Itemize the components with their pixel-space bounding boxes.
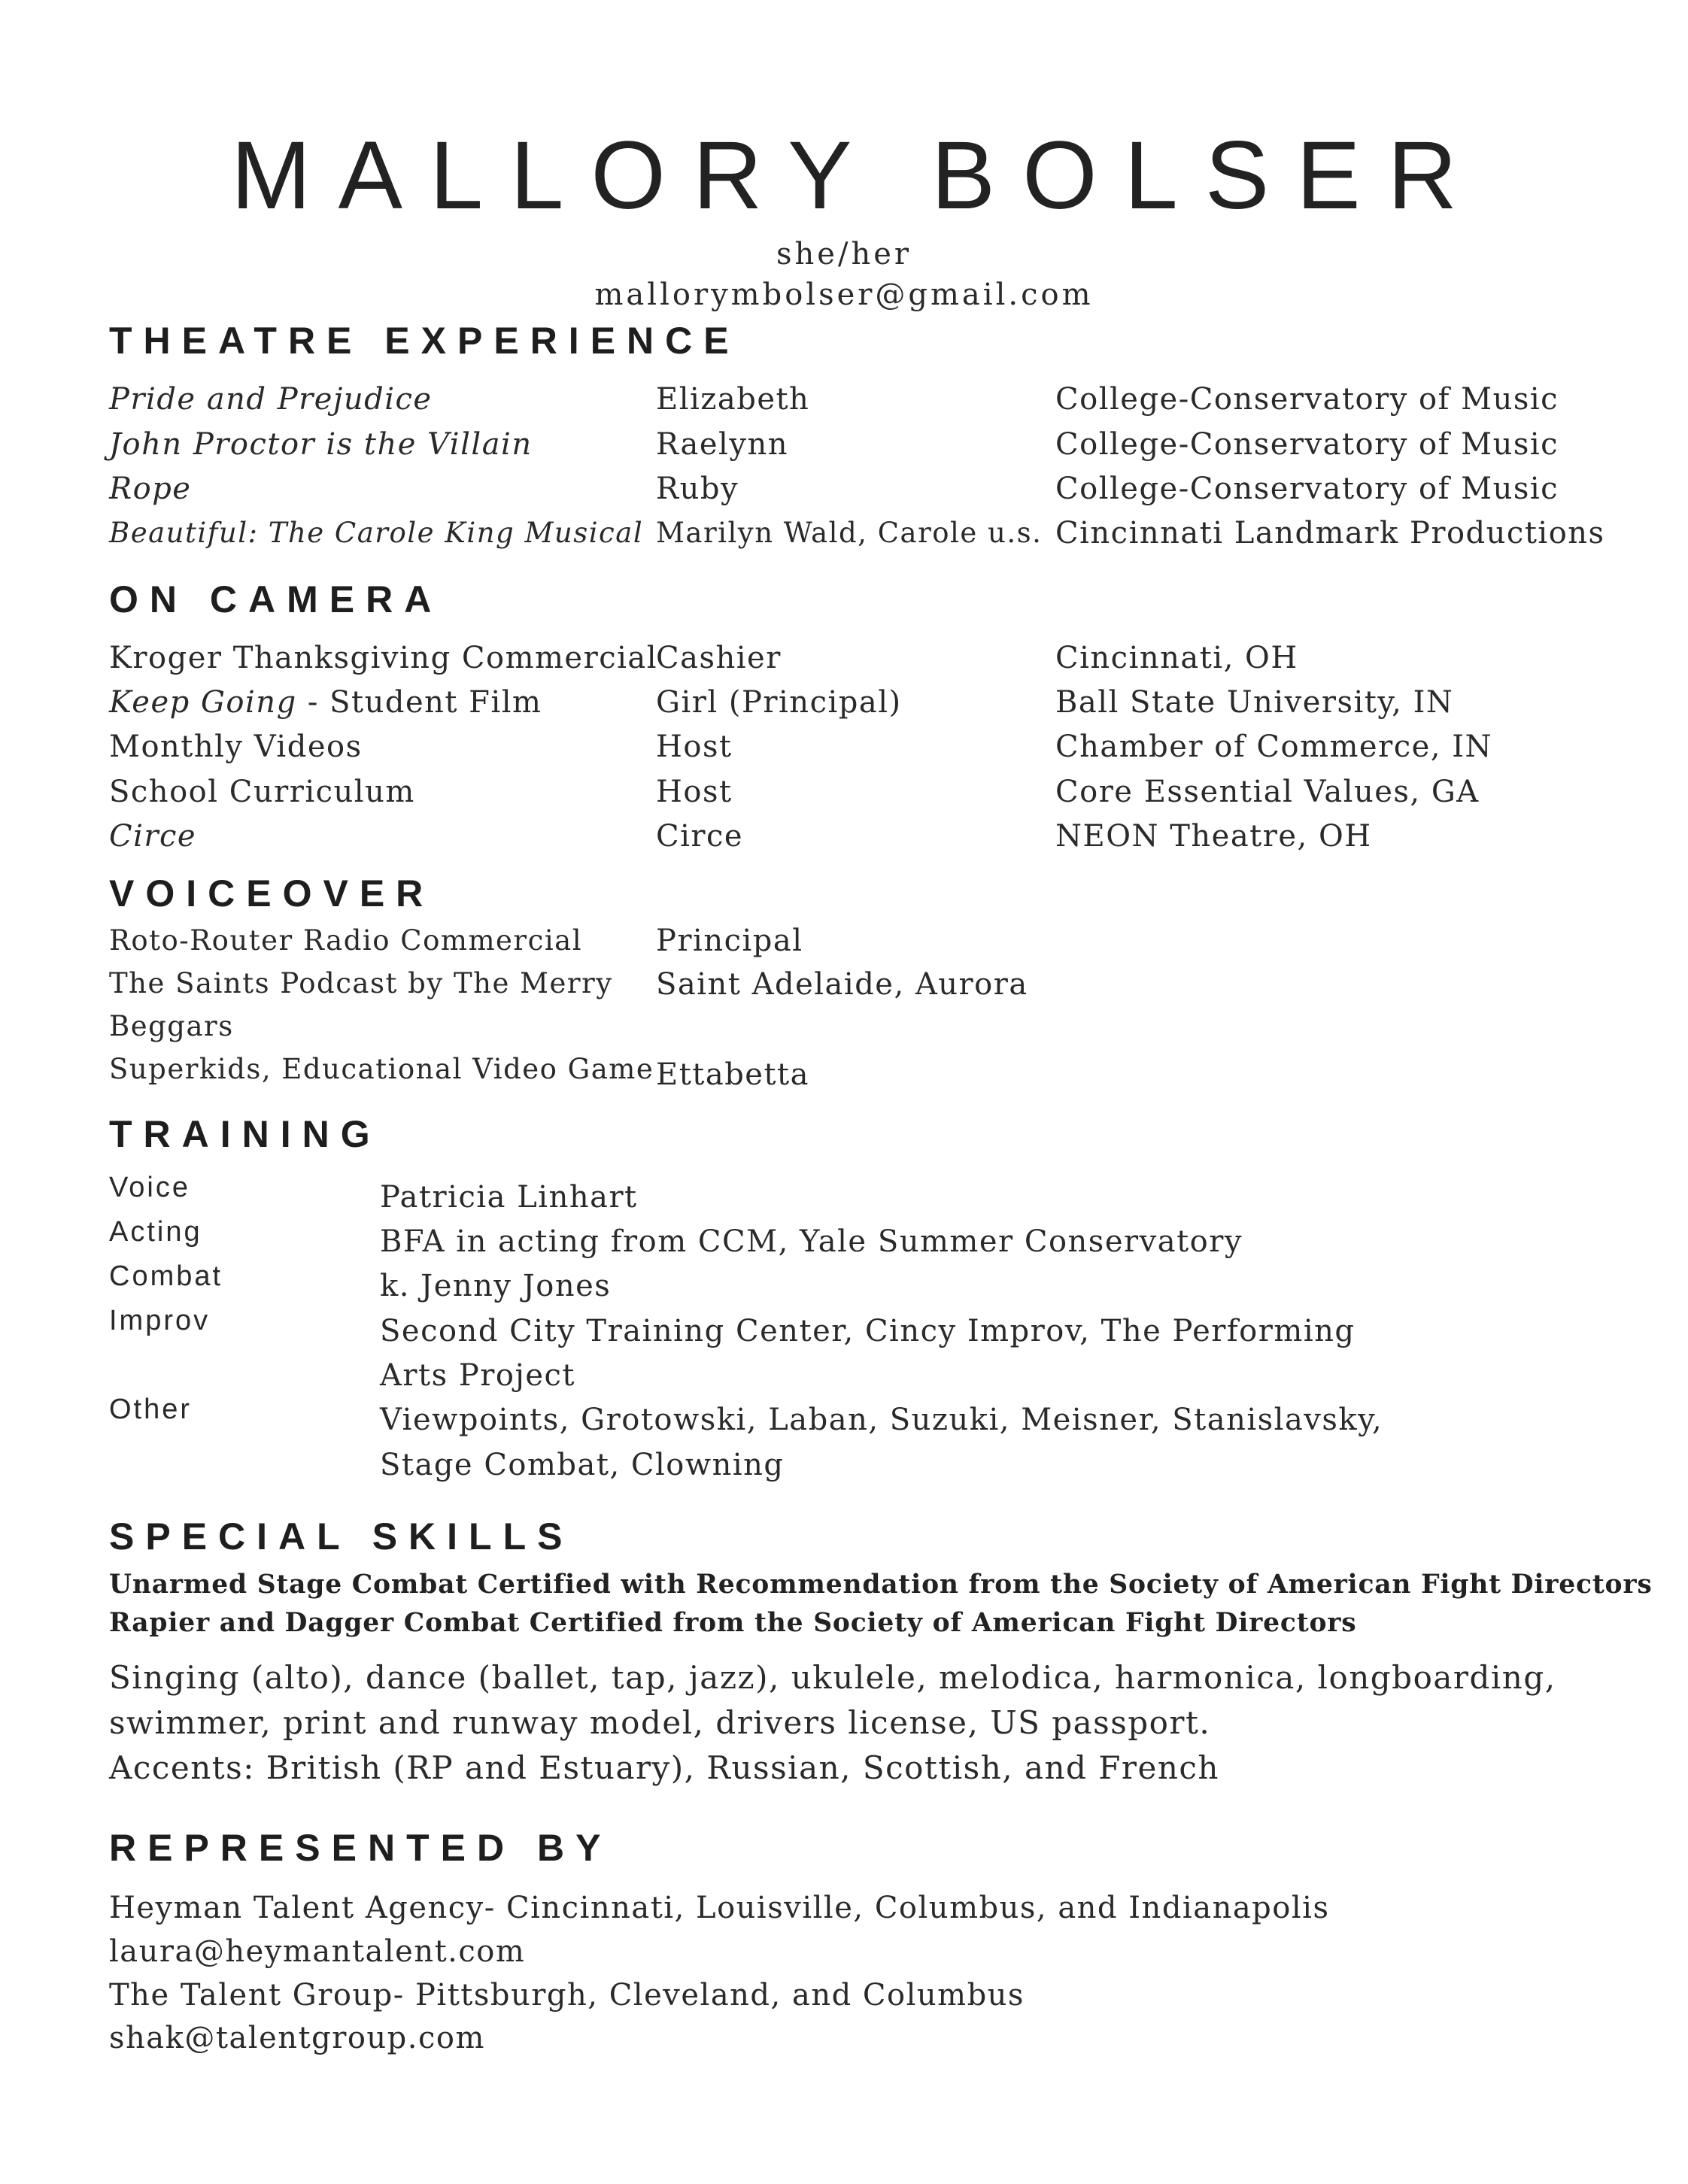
camera-title xyxy=(109,685,542,720)
theatre-role: Elizabeth xyxy=(656,382,810,417)
training-label: Acting xyxy=(109,1216,202,1248)
agency-name: The Talent Group- Pittsburgh, Cleveland, and Columbus xyxy=(109,1978,1025,2013)
camera-title-italic: Keep Going xyxy=(109,685,297,720)
training-label: Improv xyxy=(109,1305,211,1336)
camera-title: Kroger Thanksgiving Commercial xyxy=(109,641,658,675)
camera-role: Host xyxy=(656,775,733,809)
represented-by-heading: REPRESENTED BY xyxy=(109,1827,612,1869)
theatre-org: College-Conservatory of Music xyxy=(1055,382,1559,417)
theatre-title: John Proctor is the Villain xyxy=(109,427,533,462)
theatre-heading: THEATRE EXPERIENCE xyxy=(109,320,740,362)
camera-org: Cincinnati, OH xyxy=(1055,641,1298,675)
training-detail-continued: Stage Combat, Clowning xyxy=(380,1448,785,1482)
camera-org: Chamber of Commerce, IN xyxy=(1055,730,1493,764)
camera-title: Circe xyxy=(109,819,197,854)
camera-role: Circe xyxy=(656,819,744,854)
theatre-title: Rope xyxy=(109,472,192,506)
agency-name: Heyman Talent Agency- Cincinnati, Louisville, Columbus, and Indianapolis xyxy=(109,1891,1330,1925)
theatre-org: College-Conservatory of Music xyxy=(1055,472,1559,506)
training-detail: BFA in acting from CCM, Yale Summer Conservatory xyxy=(380,1224,1243,1259)
special-skills-heading: SPECIAL SKILLS xyxy=(109,1515,574,1558)
training-heading: TRAINING xyxy=(109,1113,381,1155)
camera-org: NEON Theatre, OH xyxy=(1055,819,1372,854)
voiceover-heading: VOICEOVER xyxy=(109,872,435,915)
theatre-title: Beautiful: The Carole King Musical xyxy=(109,517,644,549)
candidate-name: MALLORY BOLSER xyxy=(231,122,1484,229)
voiceover-role: Principal xyxy=(656,924,803,958)
skills-line: Accents: British (RP and Estuary), Russian, Scottish, and French xyxy=(109,1749,1219,1786)
pronouns: she/her xyxy=(776,237,912,271)
skills-line: Singing (alto), dance (ballet, tap, jazz), ukulele, melodica, harmonica, longboarding, xyxy=(109,1659,1556,1696)
training-detail-continued: Arts Project xyxy=(380,1358,575,1393)
camera-title: Monthly Videos xyxy=(109,730,363,764)
voiceover-title-continued: Beggars xyxy=(109,1010,234,1042)
training-label: Other xyxy=(109,1394,193,1425)
skills-line: swimmer, print and runway model, drivers license, US passport. xyxy=(109,1704,1211,1741)
camera-org: Core Essential Values, GA xyxy=(1055,775,1480,809)
training-label: Voice xyxy=(109,1172,190,1203)
voiceover-title: The Saints Podcast by The Merry xyxy=(109,967,613,999)
voiceover-title: Superkids, Educational Video Game xyxy=(109,1053,654,1085)
training-detail: Patricia Linhart xyxy=(380,1180,638,1215)
theatre-title: Pride and Prejudice xyxy=(109,382,433,417)
training-label: Combat xyxy=(109,1260,223,1292)
camera-role: Host xyxy=(656,730,733,764)
training-detail: Second City Training Center, Cincy Improv, The Performing xyxy=(380,1314,1356,1348)
certification-line: Rapier and Dagger Combat Certified from the Society of American Fight Directors xyxy=(109,1608,1357,1638)
voiceover-title: Roto-Router Radio Commercial xyxy=(109,924,583,957)
agency-email[interactable]: shak@talentgroup.com xyxy=(109,2021,485,2055)
voiceover-role: Saint Adelaide, Aurora xyxy=(656,967,1028,1002)
camera-title-rest: - Student Film xyxy=(296,685,542,720)
camera-role: Girl (Principal) xyxy=(656,685,902,720)
training-detail: k. Jenny Jones xyxy=(380,1269,612,1303)
training-detail: Viewpoints, Grotowski, Laban, Suzuki, Meisner, Stanislavsky, xyxy=(380,1403,1383,1437)
camera-role: Cashier xyxy=(656,641,782,675)
voiceover-role: Ettabetta xyxy=(656,1057,809,1092)
email-address[interactable]: mallorymbolser@gmail.com xyxy=(594,278,1094,312)
agency-email[interactable]: laura@heymantalent.com xyxy=(109,1934,526,1969)
theatre-role: Marilyn Wald, Carole u.s. xyxy=(656,517,1043,549)
theatre-org: Cincinnati Landmark Productions xyxy=(1055,516,1605,551)
on-camera-heading: ON CAMERA xyxy=(109,578,443,620)
theatre-role: Ruby xyxy=(656,472,739,506)
camera-title: School Curriculum xyxy=(109,775,415,809)
camera-org: Ball State University, IN xyxy=(1055,685,1454,720)
theatre-role: Raelynn xyxy=(656,427,788,462)
certification-line: Unarmed Stage Combat Certified with Recommendation from the Society of American Fight Directors xyxy=(109,1570,1653,1600)
theatre-org: College-Conservatory of Music xyxy=(1055,427,1559,462)
